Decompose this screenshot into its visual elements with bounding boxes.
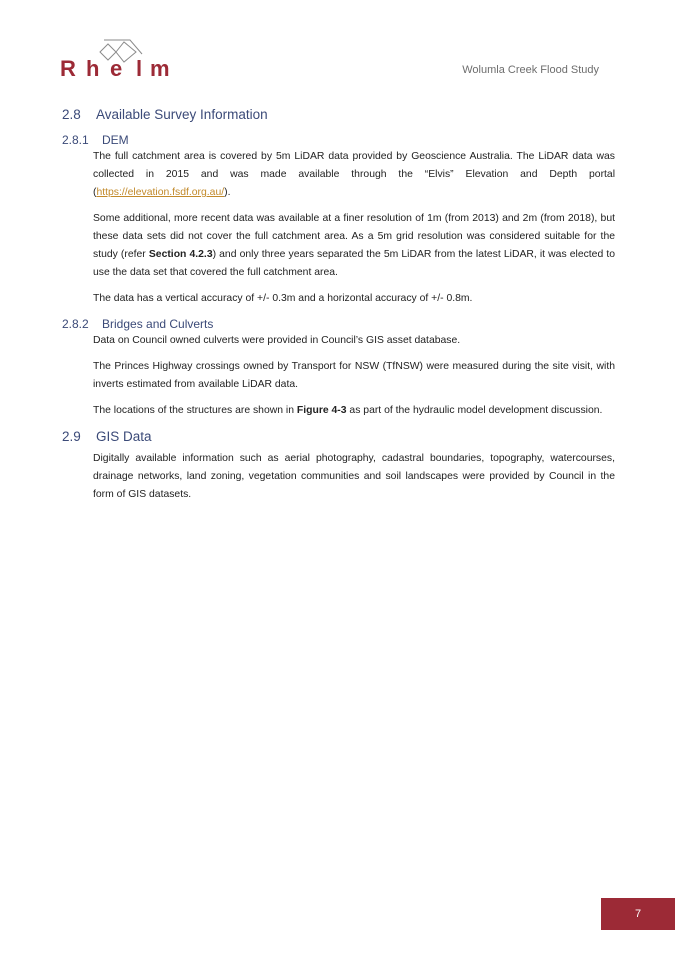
- figure-reference: Figure 4-3: [296, 405, 347, 416]
- section-number: 2.9: [62, 429, 81, 444]
- paragraph-culverts-2: The Princes Highway crossings owned by Transport for NSW (TfNSW) were measured during the site visit, with inverts estimated from available LiDAR data.: [93, 361, 615, 390]
- section-number: 2.8: [62, 107, 81, 122]
- subsection-number: 2.8.2: [62, 317, 89, 331]
- section-heading-2-9: [62, 428, 615, 446]
- subsection-heading-2-8-2: [62, 316, 615, 332]
- page-number: 7: [634, 908, 642, 920]
- section-title: GIS Data: [96, 429, 152, 444]
- section-title: Available Survey Information: [96, 107, 268, 122]
- logo-letter-r: R: [60, 56, 76, 80]
- paragraph-dem-2: Some additional, more recent data was available at a finer resolution of 1m (from 2013) and 2m (from 2018), but these data sets did not cover the full catchment area. As a 5m grid resolution was considered suitable for the study (refer Section 4.2.3) and only three years separated the 5m LiDAR from the latest LiDAR, it was elected to use the data set that covered the full catchment area.: [93, 213, 615, 278]
- page-number-box: [601, 898, 675, 930]
- logo-letter-e: e: [110, 56, 123, 80]
- paragraph-culverts-1: Data on Council owned culverts were provided in Council’s GIS asset database.: [93, 335, 461, 346]
- logo-letter-l: l: [136, 56, 143, 80]
- paragraph-dem-1: The full catchment area is covered by 5m LiDAR data provided by Geoscience Australia. The LiDAR data was collected in 2015 and was made available through the “Elvis” Elevation and Depth portal (https://elevation.fsdf.org.au/).: [93, 151, 615, 198]
- elvis-portal-link[interactable]: https://elevation.fsdf.org.au/: [96, 187, 225, 198]
- subsection-title: DEM: [102, 133, 129, 147]
- rhelm-logo: [60, 38, 180, 80]
- section-heading-2-8: [62, 106, 615, 124]
- main-content: [62, 106, 615, 512]
- section-reference: Section 4.2.3: [148, 249, 213, 260]
- document-title: Wolumla Creek Flood Study: [462, 64, 599, 76]
- subsection-title: Bridges and Culverts: [102, 317, 214, 331]
- logo-letter-h: h: [86, 56, 100, 80]
- subsection-heading-2-8-1: [62, 132, 615, 148]
- logo-letter-m: m: [150, 56, 170, 80]
- paragraph-dem-3: The data has a vertical accuracy of +/- 0.3m and a horizontal accuracy of +/- 0.8m.: [93, 293, 473, 304]
- paragraph-gis-1: Digitally available information such as aerial photography, cadastral boundaries, topography, watercourses, drainage networks, land zoning, vegetation communities and soil landscapes were provided by Council in the form of GIS datasets.: [93, 453, 615, 500]
- subsection-number: 2.8.1: [62, 133, 89, 147]
- paragraph-culverts-3: The locations of the structures are shown in Figure 4-3 as part of the hydraulic model development discussion.: [93, 405, 603, 416]
